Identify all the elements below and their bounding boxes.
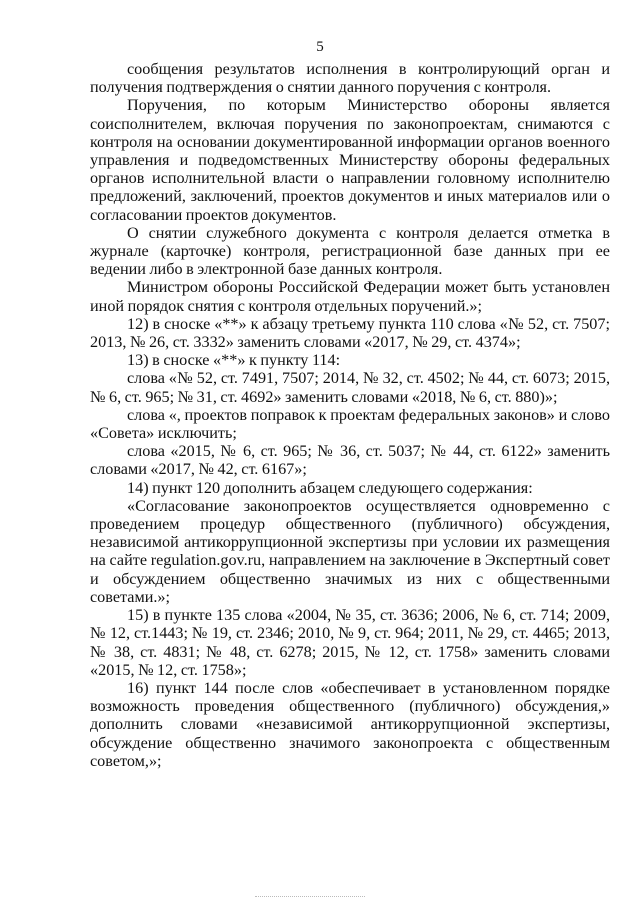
paragraph-item-13-words-1: слова «№ 52, ст. 7491, 7507; 2014, № 32, ст. 4502; № 44, ст. 6073; 2015, № 6, ст. 965; № 31, ст. 4692» заменить словами «2018, № 6, ст. 880)»; bbox=[90, 369, 610, 406]
paragraph-minister-procedure: Министром обороны Российской Федерации может быть установлен иной порядок снятия с контроля отдельных поручений.»; bbox=[90, 278, 610, 315]
document-body bbox=[90, 60, 610, 770]
scan-artifact-line bbox=[255, 896, 365, 897]
paragraph-coexecutor-orders: Поручения, по которым Министерство обороны является соисполнителем, включая поручения по законопроектам, снимаются с контроля на основании документированной информации органов военного управления и подведомственных Министерству обороны федеральных органов исполнительной власти о направлении головному исполнителю предложений, заключений, проектов документов и иных материалов или о согласовании проектов документов. bbox=[90, 96, 610, 224]
paragraph-item-13-words-3: слова «2015, № 6, ст. 965; № 36, ст. 5037; № 44, ст. 6122» заменить словами «2017, № 42, ст. 6167»; bbox=[90, 442, 610, 479]
paragraph-item-15: 15) в пункте 135 слова «2004, № 35, ст. 3636; 2006, № 6, ст. 714; 2009, № 12, ст.1443; № 19, ст. 2346; 2010, № 9, ст. 964; 2011, № 29, ст. 4465; 2013, № 38, ст. 4831; № 48, ст. 6278; 2015, № 12, ст. 1758» заменить словами «2015, № 12, ст. 1758»; bbox=[90, 606, 610, 679]
paragraph-item-14: 14) пункт 120 дополнить абзацем следующего содержания: bbox=[127, 478, 533, 497]
paragraph-item-12: 12) в сноске «**» к абзацу третьему пункта 110 слова «№ 52, ст. 7507; 2013, № 26, ст. 3332» заменить словами «2017, № 29, ст. 4374»; bbox=[90, 314, 610, 352]
paragraph-reporting-results: сообщения результатов исполнения в контролирующий орган и получения подтверждения о снятии данного поручения с контроля. bbox=[90, 60, 610, 97]
paragraph-item-13-words-2: слова «, проектов поправок к проектам федеральных законов» и слово «Совета» исключить; bbox=[90, 405, 610, 443]
paragraph-item-16: 16) пункт 144 после слов «обеспечивает в установленном порядке возможность проведения общественного (публичного) обсуждения,» дополнить словами «независимой антикоррупционной экспертизы, обсуждение общественно значимого законопроекта с общественным советом,»; bbox=[90, 678, 610, 770]
paragraph-removal-mark: О снятии служебного документа с контроля делается отметка в журнале (карточке) контроля, регистрационной базе данных при ее ведении либо в электронной базе данных контроля. bbox=[90, 223, 610, 279]
paragraph-item-14-quote: «Согласование законопроектов осуществляется одновременно с проведением процедур общественного (публичного) обсуждения, независимой антикоррупционной экспертизы при условии их размещения на сайте regulation.gov.ru, направлением на заключение в Экспертный совет и обсуждением общественно значимых из них с общественными советами.»; bbox=[90, 496, 610, 606]
page-number: 5 bbox=[316, 39, 324, 55]
paragraph-item-13: 13) в сноске «**» к пункту 114: bbox=[127, 351, 341, 370]
